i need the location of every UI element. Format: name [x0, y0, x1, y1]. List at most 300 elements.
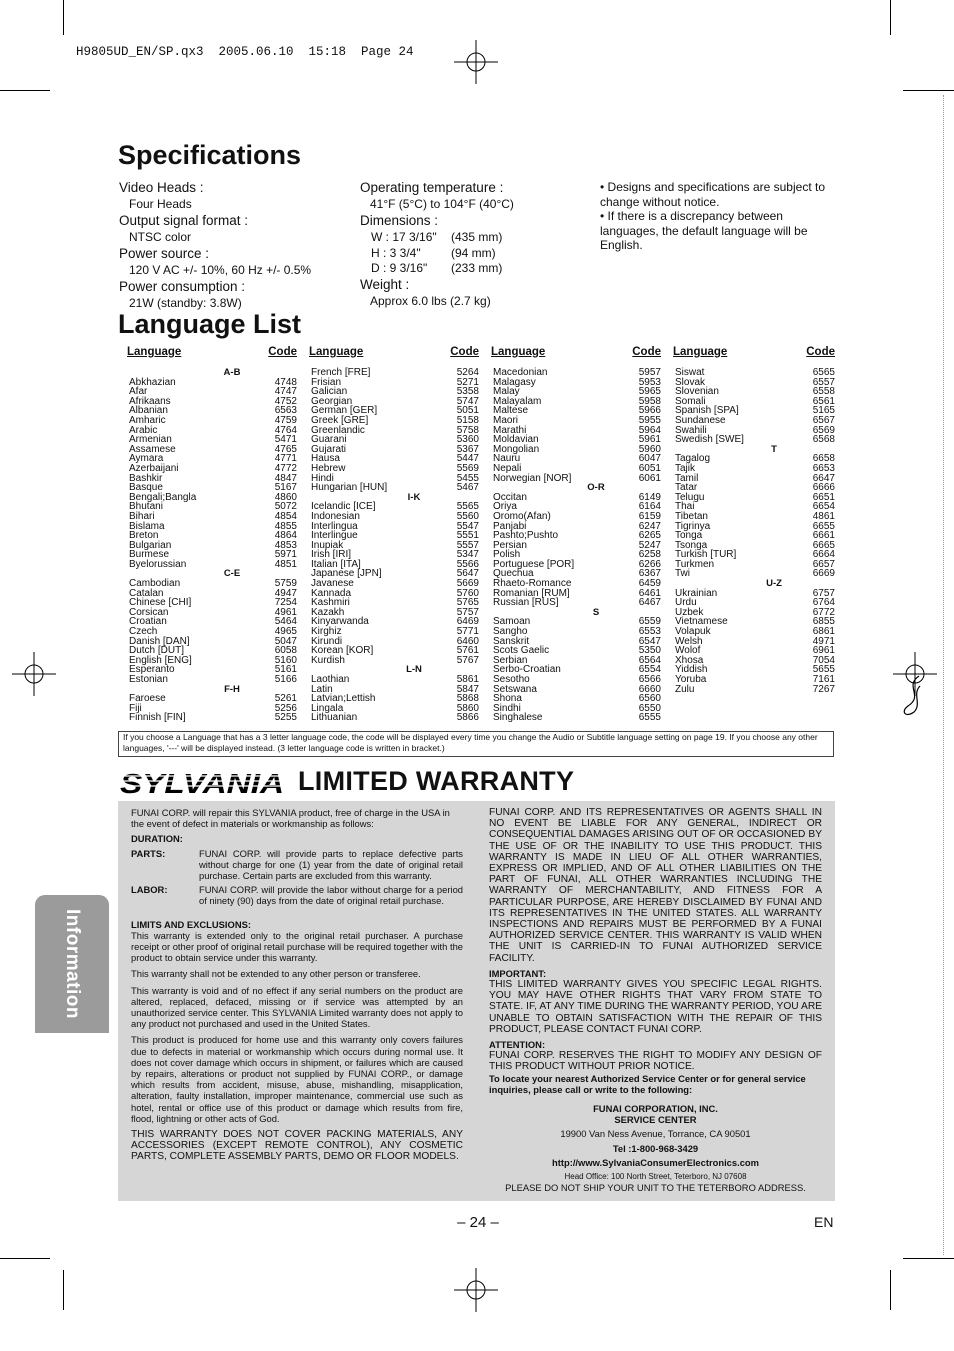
crop-mark — [63, 0, 64, 35]
language-code-value: 6566 — [638, 674, 661, 685]
language-header: Language — [127, 346, 182, 358]
language-name: Maltese — [493, 405, 529, 417]
language-name: Bislama — [129, 520, 165, 532]
language-name: Zulu — [675, 683, 695, 695]
language-code-value: 6557 — [812, 376, 835, 388]
language-code-value: 6265 — [638, 530, 661, 542]
language-code-value: 6569 — [812, 424, 835, 436]
language-name: Assamese — [129, 443, 176, 455]
language-code-value: 5255 — [274, 712, 297, 724]
language-name: Tamil — [675, 472, 699, 484]
duration-label: DURATION: — [131, 833, 183, 845]
language-code-value: 6149 — [638, 491, 661, 503]
language-code-value: 6554 — [638, 664, 661, 676]
crop-mark — [63, 1270, 64, 1310]
language-name: Maori — [493, 414, 519, 426]
limits-paragraph: This warranty shall not be extended to any other person or transferee. — [131, 968, 421, 980]
language-name: Oriya — [493, 501, 517, 513]
language-name: Xhosa — [675, 654, 704, 666]
spec-value: 120 V AC +/- 10%, 60 Hz +/- 0.5% — [129, 263, 312, 277]
language-section-heading: F-H — [224, 683, 240, 695]
telephone: Tel :1-800-968-3429 — [612, 1142, 699, 1154]
language-name: Czech — [129, 626, 158, 638]
language-code-value: 5767 — [456, 654, 479, 666]
code-header: Code — [450, 346, 479, 358]
spec-value: 21W (standby: 3.8W) — [129, 296, 242, 310]
code-header: Code — [268, 346, 297, 358]
spec-label: Power source : — [119, 246, 210, 261]
language-code-value: 6961 — [812, 645, 835, 657]
language-code-value: 5647 — [456, 568, 479, 580]
language-code-value: 6654 — [812, 501, 835, 513]
crop-mark — [903, 1258, 954, 1259]
language-code-value: 5271 — [456, 376, 479, 388]
language-name: Ukrainian — [675, 587, 718, 599]
language-section-heading: C-E — [223, 568, 241, 580]
language-code-value: 6665 — [812, 539, 835, 551]
parts-text: FUNAI CORP. will provide parts to replace defective parts without charge for one (1) year from the date of original retail purchase. Certain parts are excluded from this warranty. — [199, 847, 463, 882]
language-row — [491, 598, 661, 608]
language-code-value: 5765 — [456, 597, 479, 609]
language-row — [127, 675, 297, 685]
language-code-value: 4747 — [274, 386, 297, 398]
language-code-value: 5759 — [274, 578, 297, 590]
language-code-value: 6461 — [638, 587, 661, 599]
language-name: Byelorussian — [129, 558, 187, 570]
file-header: H9805UD_EN/SP.qx3 2005.06.10 15:18 Page 24 — [76, 45, 414, 59]
language-code-value: 5358 — [456, 386, 479, 398]
language-name: Malayalam — [493, 395, 542, 407]
language-code-value: 6159 — [638, 510, 661, 522]
language-name: Abkhazian — [129, 376, 176, 388]
language-name: Nepali — [493, 462, 522, 474]
language-code-value: 5447 — [456, 453, 479, 465]
language-row — [127, 713, 297, 723]
language-code-value: 5847 — [456, 683, 479, 695]
crop-mark — [0, 90, 50, 91]
limits-paragraph: THIS WARRANTY DOES NOT COVER PACKING MATERIALS, ANY ACCESSORIES (EXCEPT REMOTE CONTROL), ANY COSMETIC PARTS, COMPLETE ASSEMBLY PARTS, DEMO OR FLOOR MODELS. — [131, 1129, 463, 1163]
language-name: Welsh — [675, 635, 703, 647]
language-name: German [GER] — [311, 405, 378, 417]
language-code-value: 7054 — [812, 654, 835, 666]
language-code-value: 6561 — [812, 395, 835, 407]
language-code-value: 6651 — [812, 491, 835, 503]
language-code-value: 5964 — [638, 424, 661, 436]
language-code-value: 5760 — [456, 587, 479, 599]
spec-column-1 — [119, 180, 359, 312]
language-name: Chinese [CHI] — [129, 597, 192, 609]
language-code-value: 5565 — [456, 501, 479, 513]
warranty-title: LIMITED WARRANTY — [298, 766, 575, 796]
page-number: – 24 – — [457, 1214, 499, 1231]
language-code-value: 6467 — [638, 597, 661, 609]
language-name: Hausa — [311, 453, 340, 465]
language-code-value: 5566 — [456, 558, 479, 570]
language-section-heading: S — [592, 606, 600, 618]
language-code-value: 5350 — [638, 645, 661, 657]
dimension-row — [360, 246, 590, 262]
language-name: Georgian — [311, 395, 353, 407]
attention-label: ATTENTION: — [489, 1039, 546, 1051]
parts-row — [131, 848, 463, 882]
language-code-value: 5367 — [456, 443, 479, 455]
trim-line — [943, 95, 944, 1255]
language-name: Quechua — [493, 568, 534, 580]
language-code-value: 6772 — [812, 606, 835, 618]
language-name: Tonga — [675, 530, 703, 542]
language-code-value: 5166 — [274, 674, 297, 685]
language-name: Mongolian — [493, 443, 540, 455]
language-code-value: 4971 — [812, 635, 835, 647]
language-code-value: 6058 — [274, 645, 297, 657]
language-section-heading: L-N — [406, 664, 422, 676]
language-code-value: 7267 — [812, 683, 835, 695]
language-code-value: 4854 — [274, 510, 297, 522]
language-code-value: 6764 — [812, 597, 835, 609]
language-row — [673, 560, 835, 570]
language-name: Arabic — [129, 424, 158, 436]
language-name: Telugu — [675, 491, 705, 503]
language-code-value: 6655 — [812, 520, 835, 532]
crop-mark — [0, 1258, 50, 1259]
language-code-value: 5047 — [274, 635, 297, 647]
language-code-value: 6550 — [638, 702, 661, 714]
crop-mark — [890, 1270, 891, 1310]
language-code-value: 6266 — [638, 558, 661, 570]
spec-note: • Designs and specifications are subject to change without notice. — [600, 180, 825, 209]
language-name: Twi — [675, 568, 690, 580]
language-name: Tsonga — [675, 539, 708, 551]
language-code-value: 6459 — [638, 578, 661, 590]
language-code-value: 4860 — [274, 491, 297, 503]
labor-row — [131, 884, 463, 906]
language-code-value: 6647 — [812, 472, 835, 484]
limits-label: LIMITS AND EXCLUSIONS: — [131, 918, 251, 930]
language-name: Occitan — [493, 491, 527, 503]
information-side-tab — [35, 895, 109, 1033]
spec-value: 41°F (5°C) to 104°F (40°C) — [370, 197, 514, 211]
language-name: Moldavian — [493, 434, 539, 446]
language-code-value: 5557 — [456, 539, 479, 551]
language-code-value: 5957 — [638, 367, 661, 378]
crop-mark — [903, 90, 954, 91]
language-code-value: 5758 — [456, 424, 479, 436]
language-code-value: 5655 — [812, 664, 835, 676]
language-code-value: 4771 — [274, 453, 297, 465]
locate-text: To locate your nearest Authorized Service Center or for general service inquiries, please call or write to the following: — [489, 1072, 806, 1095]
language-name: Pashto;Pushto — [493, 530, 559, 542]
labor-label: LABOR: — [131, 884, 168, 896]
language-code-value: 4851 — [274, 558, 297, 570]
language-code-value: 4772 — [274, 462, 297, 474]
language-name: Fiji — [129, 702, 142, 714]
spec-label: Output signal format : — [119, 213, 249, 228]
dimension-axis: W : 17 3/16" — [371, 230, 437, 244]
language-name: Croatian — [129, 616, 167, 628]
language-name: Romanian [RUM] — [493, 587, 570, 599]
language-code-value: 4947 — [274, 587, 297, 599]
language-code-value: 6051 — [638, 462, 661, 474]
language-code-value: 6061 — [638, 472, 661, 484]
language-code-value: 4759 — [274, 414, 297, 426]
important-paragraph: THIS LIMITED WARRANTY GIVES YOU SPECIFIC LEGAL RIGHTS. YOU MAY HAVE OTHER RIGHTS THAT VARY FROM STATE TO STATE. IF, AT ANY TIME DURING THE WARRANTY PERIOD, YOU ARE UNABLE TO OBTAIN SATISFACTION WITH THE REPAIR OF THIS PRODUCT, PLEASE CONTACT FUNAI CORP. — [489, 979, 822, 1035]
language-name: Corsican — [129, 606, 169, 618]
language-code-value: 5868 — [456, 693, 479, 705]
service-center: SERVICE CENTER — [614, 1114, 697, 1126]
registration-mark-icon — [454, 1268, 498, 1312]
language-code-value: 4752 — [274, 395, 297, 407]
language-name: Kurdish — [311, 654, 345, 666]
dimension-axis: D : 9 3/16" — [371, 261, 428, 275]
language-code-value: 5955 — [638, 414, 661, 426]
language-code: EN — [814, 1214, 834, 1230]
language-name: Laothian — [311, 674, 350, 685]
dimension-axis: H : 3 3/4" — [371, 245, 421, 260]
language-header: Language — [491, 346, 546, 358]
language-code-value: 5960 — [638, 443, 661, 455]
language-name: Kashmiri — [311, 597, 350, 609]
spec-value: Approx 6.0 lbs (2.7 kg) — [370, 293, 491, 308]
language-code-value: 6258 — [638, 549, 661, 561]
language-name: Bashkir — [129, 472, 163, 484]
language-code-value: 5261 — [274, 693, 297, 705]
language-name: Cambodian — [129, 578, 181, 590]
limits-paragraph: This warranty is extended only to the original retail purchaser. A purchase receipt or other proof of original retail purchase will be required together with the product to obtain service under this warranty. — [131, 929, 463, 964]
language-name: Dutch [DUT] — [129, 645, 185, 657]
language-header: Language — [309, 346, 364, 358]
warranty-left-column — [131, 807, 463, 1163]
language-code-value: 5669 — [456, 578, 479, 590]
language-name: Faroese — [129, 693, 166, 705]
language-column — [309, 346, 479, 723]
language-column-header — [673, 346, 835, 362]
language-name: Tajik — [675, 462, 696, 474]
language-code-value: 5551 — [456, 530, 479, 542]
language-name: Danish [DAN] — [129, 635, 190, 647]
language-code-value: 5360 — [456, 434, 479, 446]
language-name: Swedish [SWE] — [675, 434, 744, 446]
language-row — [309, 483, 479, 493]
language-name: Somali — [675, 395, 706, 407]
registration-mark-icon — [12, 652, 56, 696]
language-name: Turkish [TUR] — [675, 549, 737, 561]
language-code-value: 6567 — [812, 414, 835, 426]
language-name: Bengali;Bangla — [129, 491, 197, 503]
language-code-value: 6855 — [812, 616, 835, 628]
language-code-value: 5160 — [274, 654, 297, 666]
language-code-value: 6658 — [812, 453, 835, 465]
language-code-value: 4855 — [274, 520, 297, 532]
language-code-value: 5072 — [274, 501, 297, 513]
language-name: Macedonian — [493, 367, 548, 378]
language-name: Icelandic [ICE] — [311, 501, 376, 513]
language-code-value: 5167 — [274, 482, 297, 494]
language-section-heading: I-K — [407, 491, 421, 503]
language-section-heading: T — [771, 443, 777, 455]
language-row — [673, 493, 835, 503]
language-name: Tibetan — [675, 510, 708, 522]
language-name: Setswana — [493, 683, 537, 695]
website-link[interactable]: http://www.SylvaniaConsumerElectronics.com — [552, 1156, 759, 1168]
parts-label: PARTS: — [131, 847, 166, 859]
language-code-value: 6164 — [638, 501, 661, 513]
language-name: Malagasy — [493, 376, 536, 388]
language-code-value: 6861 — [812, 626, 835, 638]
language-name: Esperanto — [129, 664, 175, 676]
language-code-value: 5860 — [456, 702, 479, 714]
language-name: Estonian — [129, 674, 168, 685]
language-code-value: 6047 — [638, 453, 661, 465]
language-code-value: 6367 — [638, 568, 661, 580]
language-name: Inupiak — [311, 539, 344, 551]
language-code-value: 6666 — [812, 482, 835, 494]
language-name: Slovenian — [675, 386, 719, 398]
language-name: Sindhi — [493, 702, 521, 714]
language-row — [673, 569, 835, 579]
language-code-value: 5547 — [456, 520, 479, 532]
language-name: Bulgarian — [129, 539, 172, 551]
language-name: Polish — [493, 549, 521, 561]
language-code-value: 5471 — [274, 434, 297, 446]
language-code-value: 6661 — [812, 530, 835, 542]
language-name: Swahili — [675, 424, 707, 436]
language-name: Spanish [SPA] — [675, 405, 739, 417]
language-code-value: 4853 — [274, 539, 297, 551]
language-code-value: 4764 — [274, 424, 297, 436]
language-name: Hindi — [311, 472, 334, 484]
language-code-value: 6565 — [812, 367, 835, 378]
language-code-value: 5965 — [638, 386, 661, 398]
language-row — [673, 675, 835, 685]
language-row — [673, 685, 835, 695]
warranty-intro: FUNAI CORP. will repair this SYLVANIA product, free of charge in the USA in the event of defect in materials or workmanship as follows: — [131, 807, 450, 830]
language-name: Rhaeto-Romance — [493, 578, 572, 590]
language-name: Afrikaans — [129, 395, 171, 407]
language-name: Interlingue — [311, 530, 358, 542]
language-name: Serbo-Croatian — [493, 664, 561, 676]
language-header: Language — [673, 346, 728, 358]
language-code-value: 5455 — [456, 472, 479, 484]
language-name: Basque — [129, 482, 163, 494]
language-code-value: 4961 — [274, 606, 297, 618]
code-header: Code — [806, 346, 835, 358]
spec-value: NTSC color — [129, 230, 192, 244]
language-name: Italian [ITA] — [311, 558, 361, 570]
language-name: Thai — [675, 501, 695, 513]
language-name: Sesotho — [493, 674, 530, 685]
language-column-header — [127, 346, 297, 362]
language-name: Latin — [311, 683, 333, 695]
language-name: Breton — [129, 530, 159, 542]
language-name: Irish [IRI] — [311, 549, 352, 561]
language-row — [673, 589, 835, 599]
language-name: Azerbaijani — [129, 462, 179, 474]
warranty-box — [118, 801, 835, 1201]
language-code-value: 6653 — [812, 462, 835, 474]
language-name: Tagalog — [675, 453, 711, 465]
language-code-value: 5961 — [638, 434, 661, 446]
liability-paragraph: FUNAI CORP. AND ITS REPRESENTATIVES OR AGENTS SHALL IN NO EVENT BE LIABLE FOR ANY GENERAL, INDIRECT OR CONSEQUENTIAL DAMAGES ARISING OUT OF OR OCCASIONED BY THE USE OF OR THE INABILITY TO USE THIS PRODUCT. THIS WARRANTY IS MADE IN LIEU OF ALL OTHER WARRANTIES, EXPRESS OR IMPLIED, AND OF ALL OTHER LIABILITIES ON THE PART OF FUNAI, ALL OTHER WARRANTIES INCLUDING THE WARRANTY OF MERCHANTABILITY, AND FITNESS FOR A PARTICULAR PURPOSE, ARE HEREBY DISCLAIMED BY FUNAI AND ITS REPRESENTATIVES IN THE UNITED STATES. ALL WARRANTY INSPECTIONS AND REPAIRS MUST BE PERFORMED BY A FUNAI AUTHORIZED SERVICE CENTER. THIS WARRANTY IS VALID WHEN THE UNIT IS CARRIED-IN TO FUNAI AUTHORIZED SERVICE FACILITY. — [489, 807, 822, 964]
language-code-value: 5761 — [456, 645, 479, 657]
language-code-value: 6558 — [812, 386, 835, 398]
language-row — [309, 464, 479, 474]
dimension-metric: (233 mm) — [451, 261, 503, 275]
language-code-value: 5866 — [456, 712, 479, 724]
language-code-value: 5161 — [274, 664, 297, 676]
language-name: Aymara — [129, 453, 164, 465]
attention-paragraph: FUNAI CORP. RESERVES THE RIGHT TO MODIFY ANY DESIGN OF THIS PRODUCT WITHOUT PRIOR NOTICE. — [489, 1050, 822, 1073]
language-column — [491, 346, 661, 723]
language-column-header — [309, 346, 479, 362]
language-name: Panjabi — [493, 520, 527, 532]
language-name: Yoruba — [675, 674, 707, 685]
language-name: Volapuk — [675, 626, 711, 638]
language-name: Armenian — [129, 434, 172, 446]
language-name: Catalan — [129, 587, 164, 599]
language-code-value: 5861 — [456, 674, 479, 685]
language-row — [127, 378, 297, 388]
language-row — [491, 713, 661, 723]
language-name: Kirghiz — [311, 626, 342, 638]
language-name: Indonesian — [311, 510, 360, 522]
language-name: Amharic — [129, 414, 166, 426]
language-code-value: 5747 — [456, 395, 479, 407]
language-name: Turkmen — [675, 558, 715, 570]
language-code-value: 6669 — [812, 568, 835, 580]
dimension-row — [360, 230, 590, 246]
language-row — [127, 694, 297, 704]
language-name: Japanese [JPN] — [311, 568, 382, 580]
language-name: Russian [RUS] — [493, 597, 559, 609]
language-list-title: Language List — [118, 309, 302, 339]
language-code-value: 5771 — [456, 626, 479, 638]
language-name: Bihari — [129, 510, 155, 522]
language-name: Kinyarwanda — [311, 616, 369, 628]
language-name: Korean [KOR] — [311, 645, 374, 657]
language-code-value: 6460 — [456, 635, 479, 647]
language-name: English [ENG] — [129, 654, 192, 666]
language-code-value: 5966 — [638, 405, 661, 417]
language-name: Gujarati — [311, 443, 347, 455]
dimension-metric: (94 mm) — [451, 245, 496, 260]
language-name: Latvian;Lettish — [311, 693, 376, 705]
language-name: Lingala — [311, 702, 344, 714]
spec-label: Operating temperature : — [360, 180, 504, 195]
language-code-value: 5347 — [456, 549, 479, 561]
language-name: Galician — [311, 386, 348, 398]
do-not-ship: PLEASE DO NOT SHIP YOUR UNIT TO THE TETERBORO ADDRESS. — [505, 1182, 806, 1194]
language-code-value: 4765 — [274, 443, 297, 455]
language-code-value: 6560 — [638, 693, 661, 705]
language-code-value: 5165 — [812, 405, 835, 417]
spec-notes — [600, 180, 832, 253]
language-name: Vietnamese — [675, 616, 728, 628]
language-name: Oromo(Afan) — [493, 510, 551, 522]
language-code-value: 6555 — [638, 712, 661, 724]
language-name: Norwegian [NOR] — [493, 472, 572, 484]
language-code-value: 5953 — [638, 376, 661, 388]
language-name: Afar — [129, 386, 148, 398]
language-code-value: 6563 — [274, 405, 297, 417]
dimension-row — [360, 261, 590, 277]
language-name: Serbian — [493, 654, 528, 666]
spec-label: Dimensions : — [360, 213, 439, 228]
warranty-right-column — [489, 807, 822, 1193]
language-name: Sangho — [493, 626, 528, 638]
language-name: Greenlandic — [311, 424, 365, 436]
language-code-value: 6568 — [812, 434, 835, 446]
language-name: Hebrew — [311, 462, 346, 474]
